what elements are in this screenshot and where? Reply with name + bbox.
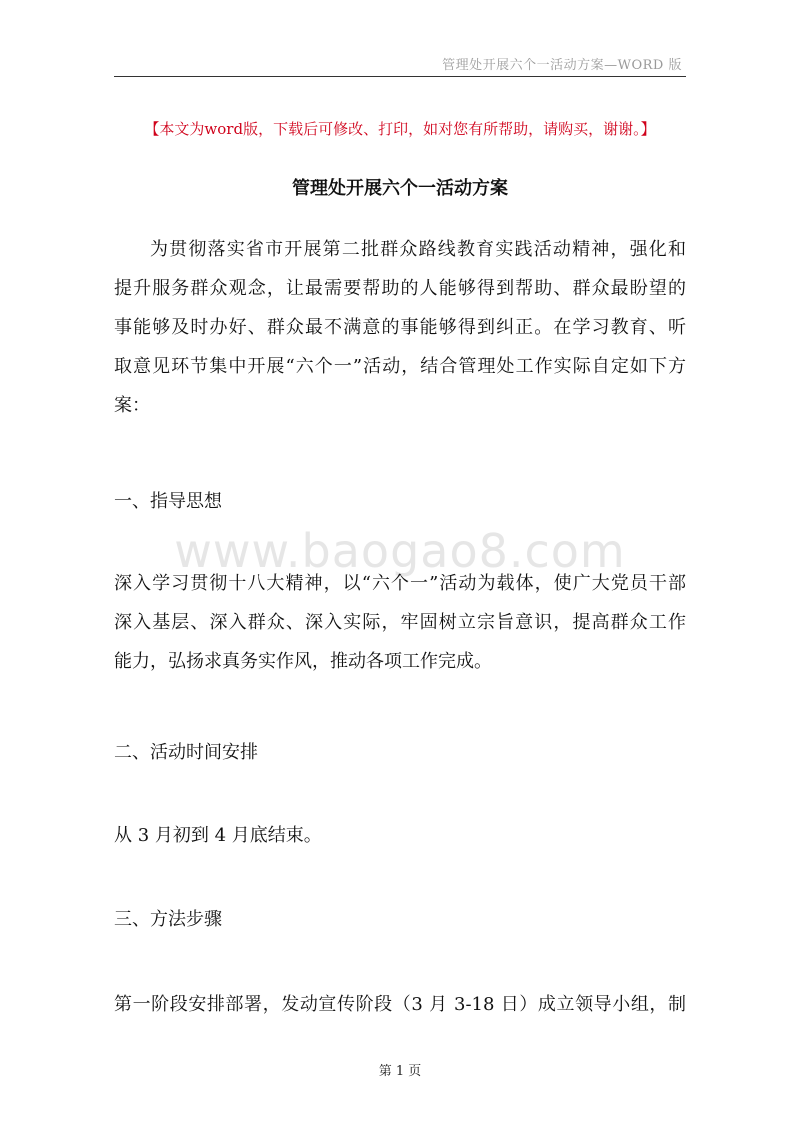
body-line: 深入学习贯彻十八大精神，以“六个一”活动为载体，使广大党员干部: [114, 573, 686, 594]
intro-line: 事能够及时办好、群众最不满意的事能够得到纠正。在学习教育、听: [114, 317, 686, 338]
section-heading-steps: 三、方法步骤: [114, 909, 222, 930]
section-heading-guiding-thought: 一、指导思想: [114, 491, 222, 512]
intro-paragraph: [114, 230, 686, 425]
intro-line: 提升服务群众观念，让最需要帮助的人能够得到帮助、群众最盼望的: [114, 278, 686, 299]
header-rule: [114, 76, 686, 77]
intro-line: 案：: [114, 395, 150, 416]
intro-line: 为贯彻落实省市开展第二批群众路线教育实践活动精神，强化和: [150, 239, 686, 260]
intro-line: 取意见环节集中开展“六个一”活动，结合管理处工作实际自定如下方: [114, 356, 686, 377]
section-body-schedule: [114, 816, 686, 855]
section-body-guiding-thought: [114, 564, 686, 681]
watermark: www.baogao8.com: [174, 524, 626, 578]
body-line: 深入基层、深入群众、深入实际，牢固树立宗旨意识，提高群众工作: [114, 612, 686, 633]
purchase-notice: 【本文为word版，下载后可修改、打印，如对您有所帮助，请购买，谢谢。】: [144, 120, 656, 138]
document-title: 管理处开展六个一活动方案: [292, 178, 508, 199]
header-running-title: 管理处开展六个一活动方案—WORD 版: [442, 58, 682, 73]
section-body-steps: [114, 985, 686, 1024]
body-line: 第一阶段安排部署，发动宣传阶段（3 月 3-18 日）成立领导小组，制: [114, 994, 686, 1015]
section-heading-schedule: 二、活动时间安排: [114, 742, 258, 763]
body-line: 从 3 月初到 4 月底结束。: [114, 825, 322, 846]
body-line: 能力，弘扬求真务实作风，推动各项工作完成。: [114, 651, 492, 672]
page-number: 第 1 页: [378, 1064, 422, 1079]
